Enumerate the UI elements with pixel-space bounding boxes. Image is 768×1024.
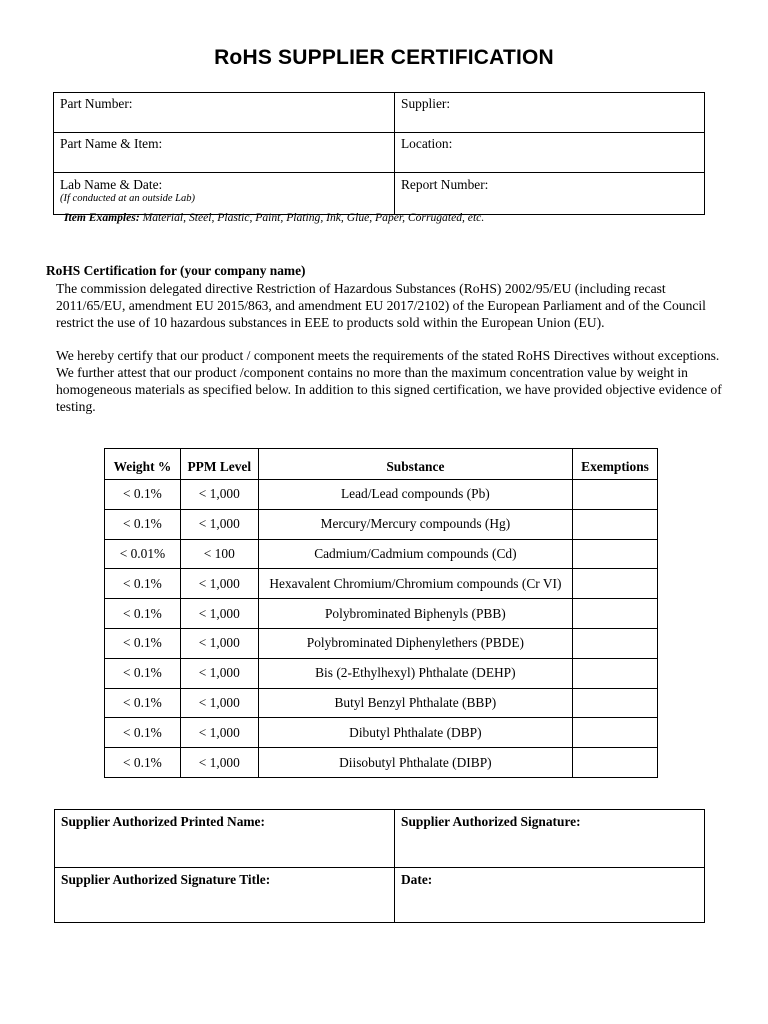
substance-cell: Cadmium/Cadmium compounds (Cd) xyxy=(258,539,572,569)
location-field[interactable] xyxy=(395,133,705,173)
exemptions-cell[interactable] xyxy=(573,569,658,599)
header-weight: Weight % xyxy=(105,449,181,480)
weight-cell: < 0.1% xyxy=(105,480,181,510)
location-label: Location: xyxy=(401,136,453,151)
date-field[interactable] xyxy=(395,868,705,923)
exemptions-cell[interactable] xyxy=(573,480,658,510)
weight-cell: < 0.1% xyxy=(105,509,181,539)
substance-cell: Lead/Lead compounds (Pb) xyxy=(258,480,572,510)
table-row xyxy=(105,688,658,718)
ppm-cell: < 1,000 xyxy=(180,628,258,658)
table-row xyxy=(105,628,658,658)
printed-name-field[interactable] xyxy=(55,810,395,868)
exemptions-cell[interactable] xyxy=(573,539,658,569)
lab-name-field[interactable] xyxy=(54,173,395,215)
header-substance: Substance xyxy=(258,449,572,480)
part-name-label: Part Name & Item: xyxy=(60,136,163,151)
ppm-cell: < 1,000 xyxy=(180,569,258,599)
table-row xyxy=(105,569,658,599)
ppm-cell: < 1,000 xyxy=(180,718,258,748)
item-examples xyxy=(64,211,484,224)
lab-note: (If conducted at an outside Lab) xyxy=(60,193,196,204)
weight-cell: < 0.1% xyxy=(105,688,181,718)
table-row xyxy=(105,748,658,778)
exemptions-cell[interactable] xyxy=(573,599,658,629)
substance-cell: Butyl Benzyl Phthalate (BBP) xyxy=(258,688,572,718)
weight-cell: < 0.1% xyxy=(105,658,181,688)
item-examples-text: Material, Steel, Plastic, Paint, Plating, Ink, Glue, Paper, Corrugated, etc. xyxy=(139,211,485,224)
exemptions-cell[interactable] xyxy=(573,748,658,778)
exemptions-cell[interactable] xyxy=(573,628,658,658)
substance-cell: Dibutyl Phthalate (DBP) xyxy=(258,718,572,748)
supplier-field[interactable] xyxy=(395,93,705,133)
ppm-cell: < 1,000 xyxy=(180,599,258,629)
substance-cell: Hexavalent Chromium/Chromium compounds (Cr VI) xyxy=(258,569,572,599)
weight-cell: < 0.1% xyxy=(105,599,181,629)
table-row xyxy=(105,509,658,539)
table-row xyxy=(105,480,658,510)
exemptions-cell[interactable] xyxy=(573,509,658,539)
weight-cell: < 0.1% xyxy=(105,569,181,599)
report-number-label: Report Number: xyxy=(401,177,489,192)
signature-label: Supplier Authorized Signature: xyxy=(401,814,581,829)
certification-paragraph-2: We hereby certify that our product / component meets the requirements of the stated RoHS Directives without exceptions. We further attest that our product /component contains no more than the maximum concentration value by weight in homogeneous materials as specified below. In addition to this signed certification, we have provided objective evidence of testing. xyxy=(56,348,722,414)
table-row xyxy=(105,539,658,569)
exemptions-cell[interactable] xyxy=(573,688,658,718)
substance-cell: Diisobutyl Phthalate (DIBP) xyxy=(258,748,572,778)
printed-name-label: Supplier Authorized Printed Name: xyxy=(61,814,265,829)
ppm-cell: < 1,000 xyxy=(180,748,258,778)
signature-field[interactable] xyxy=(395,810,705,868)
certification-paragraph-1: The commission delegated directive Restriction of Hazardous Substances (RoHS) 2002/95/EU (including recast 2011/65/EU, amendment EU 2015/863, and amendment EU 2017/2102) of the European Parliament and of the Council restrict the use of 10 hazardous substances in EEE to products sold within the European Union (EU). xyxy=(56,281,706,330)
weight-cell: < 0.1% xyxy=(105,748,181,778)
lab-name-label: Lab Name & Date: xyxy=(60,177,163,192)
substance-table xyxy=(104,448,658,778)
signature-table xyxy=(54,809,705,923)
part-number-field[interactable] xyxy=(54,93,395,133)
ppm-cell: < 1,000 xyxy=(180,509,258,539)
table-row xyxy=(105,658,658,688)
ppm-cell: < 100 xyxy=(180,539,258,569)
substance-cell: Bis (2-Ethylhexyl) Phthalate (DEHP) xyxy=(258,658,572,688)
weight-cell: < 0.01% xyxy=(105,539,181,569)
date-label: Date: xyxy=(401,872,433,887)
supplier-info-table xyxy=(53,92,705,215)
substance-cell: Polybrominated Diphenylethers (PBDE) xyxy=(258,628,572,658)
signature-title-field[interactable] xyxy=(55,868,395,923)
header-ppm: PPM Level xyxy=(180,449,258,480)
substance-cell: Mercury/Mercury compounds (Hg) xyxy=(258,509,572,539)
supplier-label: Supplier: xyxy=(401,96,451,111)
ppm-cell: < 1,000 xyxy=(180,658,258,688)
item-examples-label: Item Examples: xyxy=(64,211,140,224)
table-row xyxy=(105,718,658,748)
report-number-field[interactable] xyxy=(395,173,705,215)
ppm-cell: < 1,000 xyxy=(180,480,258,510)
part-number-label: Part Number: xyxy=(60,96,133,111)
exemptions-cell[interactable] xyxy=(573,718,658,748)
weight-cell: < 0.1% xyxy=(105,718,181,748)
exemptions-cell[interactable] xyxy=(573,658,658,688)
substance-cell: Polybrominated Biphenyls (PBB) xyxy=(258,599,572,629)
part-name-field[interactable] xyxy=(54,133,395,173)
header-exemptions: Exemptions xyxy=(573,449,658,480)
ppm-cell: < 1,000 xyxy=(180,688,258,718)
weight-cell: < 0.1% xyxy=(105,628,181,658)
table-row xyxy=(105,599,658,629)
certification-heading: RoHS Certification for (your company name) xyxy=(46,263,306,278)
signature-title-label: Supplier Authorized Signature Title: xyxy=(61,872,271,887)
document-title: RoHS SUPPLIER CERTIFICATION xyxy=(214,46,554,69)
